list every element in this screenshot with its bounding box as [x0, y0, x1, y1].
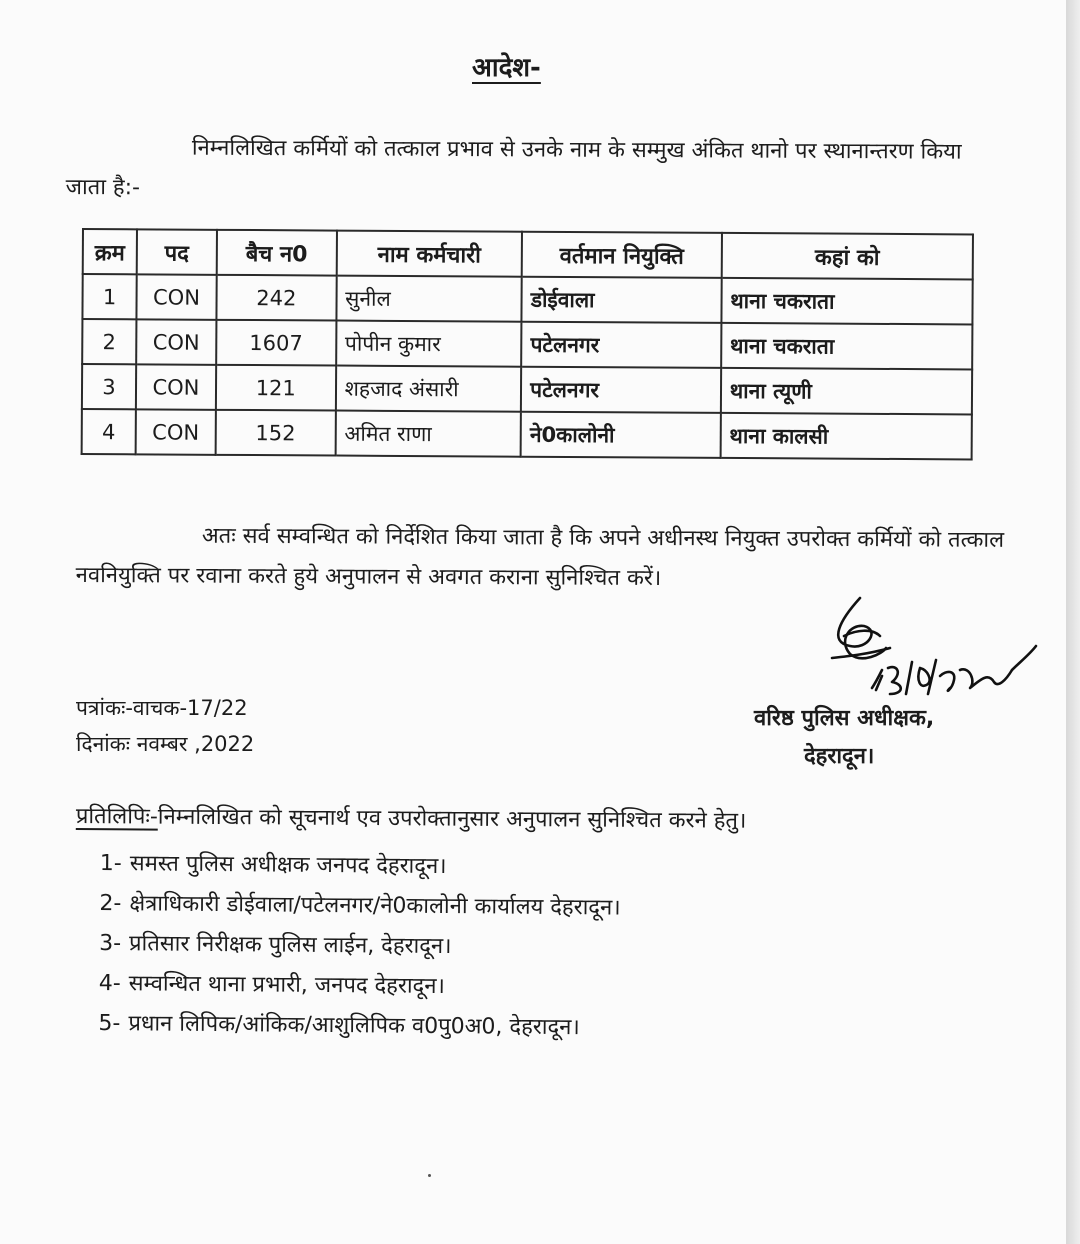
paper-speck: [428, 1174, 431, 1177]
order-instruction: अतः सर्व सम्वन्धित को निर्देशित किया जाता है कि अपने अधीनस्थ नियुक्त उपरोक्त कर्मियों को तत्काल नवनियुक्ति पर रवाना करते हुये अनुपालन से अवगत कराना सुनिश्चित करें।: [75, 523, 1005, 592]
handwritten-signature: [820, 590, 1050, 700]
cell-destination: थाना त्यूणी: [721, 368, 973, 415]
cell-serial: 4: [82, 409, 136, 454]
transfer-table: [81, 228, 974, 460]
cell-employee-name: सुनील: [336, 276, 522, 322]
copy-to-list: [98, 844, 621, 1049]
cell-destination: थाना चकराता: [721, 323, 973, 370]
table-row: [82, 364, 972, 414]
header-serial: क्रम: [83, 229, 137, 274]
header-employee-name: नाम कर्मचारी: [336, 231, 522, 277]
cell-batch: 1607: [216, 320, 336, 366]
cell-batch: 152: [216, 410, 336, 456]
header-post: पद: [137, 229, 217, 274]
cell-batch: 121: [216, 365, 336, 411]
cell-post: CON: [136, 364, 216, 409]
cell-serial: 2: [82, 319, 136, 364]
cell-post: CON: [136, 409, 216, 454]
header-current-posting: वर्तमान नियुक्ति: [522, 232, 722, 278]
cell-destination: थाना कालसी: [720, 413, 972, 460]
reference-number: पत्रांकः-वाचक-17/22: [76, 696, 248, 720]
list-item: [100, 844, 621, 889]
page-edge-shadow: [1066, 0, 1080, 1244]
copy-to-intro: निम्नलिखित को सूचनार्थ एव उपरोक्तानुसार अनुपालन सुनिश्चित करने हेतु।: [157, 804, 747, 834]
copy-to-label: प्रतिलिपिः-: [75, 803, 158, 830]
list-item-text: क्षेत्राधिकारी डोईवाला/पटेलनगर/ने0कालोनी कार्यालय देहरादून।: [129, 891, 621, 921]
header-destination: कहां को: [721, 233, 973, 280]
list-item-text: प्रतिसार निरीक्षक पुलिस लाईन, देहरादून।: [128, 931, 452, 960]
cell-serial: 3: [82, 364, 136, 409]
cell-current-posting: डोईवाला: [522, 277, 722, 323]
cell-serial: 1: [82, 274, 136, 319]
list-item: [99, 964, 620, 1009]
signatory-designation: वरिष्ठ पुलिस अधीक्षक,: [754, 706, 935, 731]
copy-to-heading: [76, 800, 747, 835]
list-item-number: 2-: [99, 890, 122, 917]
cell-employee-name: पोपीन कुमार: [336, 321, 522, 367]
table-header-row: [83, 229, 973, 279]
list-item-number: 1-: [99, 850, 122, 877]
cell-post: CON: [136, 319, 216, 364]
table-row: [82, 274, 972, 324]
cell-employee-name: अमित राणा: [335, 411, 521, 457]
list-item: [99, 884, 620, 929]
list-item-number: 3-: [99, 930, 122, 957]
header-batch: बैच न0: [217, 230, 337, 276]
list-item: [99, 924, 620, 969]
cell-current-posting: ने0कालोनी: [521, 412, 721, 458]
signatory-place: देहरादून।: [804, 744, 875, 769]
list-item-number: 5-: [98, 1010, 121, 1037]
list-item-text: समस्त पुलिस अधीक्षक जनपद देहरादून।: [129, 851, 447, 880]
cell-batch: 242: [216, 275, 336, 321]
list-item: [98, 1004, 619, 1049]
cell-post: CON: [136, 274, 216, 319]
list-item-text: प्रधान लिपिक/आंकिक/आशुलिपिक व0पु0अ0, देहरादून।: [128, 1011, 580, 1041]
order-title: आदेश-: [472, 53, 541, 83]
list-item-number: 4-: [98, 970, 121, 997]
table-row: [82, 409, 972, 459]
cell-destination: थाना चकराता: [721, 278, 973, 325]
list-item-text: सम्वन्धित थाना प्रभारी, जनपद देहरादून।: [128, 971, 445, 1000]
cell-current-posting: पटेलनगर: [521, 367, 721, 413]
order-date: दिनांकः नवम्बर ,2022: [76, 732, 255, 756]
table-row: [82, 319, 972, 369]
cell-current-posting: पटेलनगर: [521, 322, 721, 368]
cell-employee-name: शहजाद अंसारी: [336, 366, 522, 412]
order-intro: निम्नलिखित कर्मियों को तत्काल प्रभाव से उनके नाम के सम्मुख अंकित थानो पर स्थानान्तरण किया जाता है:-: [65, 135, 962, 201]
